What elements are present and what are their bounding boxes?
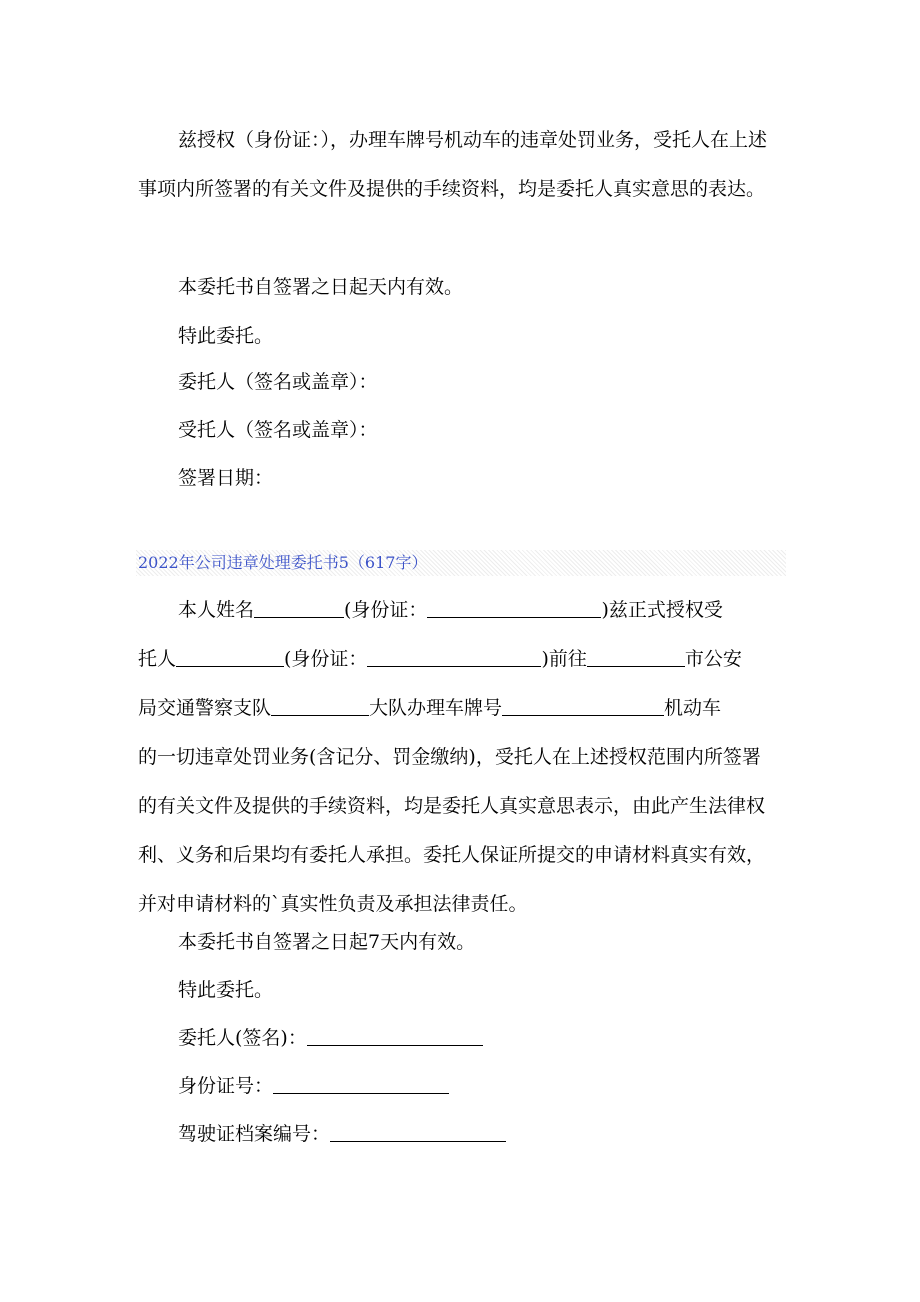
section-heading: 2022年公司违章处理委托书5（617字） <box>136 550 786 576</box>
id-number-line <box>178 1062 449 1111</box>
principal-signature-line: 委托人（签名或盖章）： <box>178 371 378 393</box>
name-label: 本人姓名 <box>178 599 255 621</box>
validity-line-2: 本委托书自签署之日起7天内有效。 <box>178 931 476 953</box>
traffic-police-text: 局交通警察支队 <box>138 697 272 719</box>
license-label: 驾驶证档案编号： <box>178 1123 331 1145</box>
agent-label: 托人 <box>138 648 177 670</box>
vehicle-text: 机动车 <box>664 697 722 719</box>
id-number-blank <box>273 1074 449 1094</box>
name-blank <box>254 598 344 618</box>
closing-line: 特此委托。 <box>178 325 274 347</box>
id-label-2: (身份证： <box>284 648 368 670</box>
id-label-1: (身份证： <box>344 599 428 621</box>
signer-label: 委托人(签名)： <box>178 1027 307 1049</box>
authorization-paragraph: 兹授权（身份证：），办理车牌号机动车的违章处罚业务，受托人在上述事项内所签署的有关文件及提供的手续资料，均是委托人真实意思的表达。 <box>138 129 768 200</box>
sign-date-line: 签署日期： <box>178 467 274 489</box>
id-blank-2 <box>367 647 541 667</box>
form-line-3 <box>138 684 721 733</box>
license-line <box>178 1110 506 1159</box>
scope-paragraph: 的一切违章处罚业务(含记分、罚金缴纳)，受托人在上述授权范围内所签署的有关文件及提供的手续资料，均是委托人真实意思表示，由此产生法律权利、义务和后果均有委托人承担。委托人保证所提交的申请材料真实有效，并对申请材料的`真实性负责及承担法律责任。 <box>138 746 766 915</box>
id-number-label: 身份证号： <box>178 1075 274 1097</box>
plate-text: 大队办理车牌号 <box>369 697 503 719</box>
goto-text: )前往 <box>541 648 587 670</box>
id-blank-1 <box>427 598 601 618</box>
brigade-blank <box>271 696 369 716</box>
authorize-text: )兹正式授权受 <box>601 599 723 621</box>
agent-signature-line: 受托人（签名或盖章）： <box>178 419 378 441</box>
license-blank <box>330 1122 506 1142</box>
form-line-2 <box>138 635 742 684</box>
plate-blank <box>502 696 664 716</box>
city-police-text: 市公安 <box>684 648 742 670</box>
signer-line <box>178 1014 483 1063</box>
validity-line: 本委托书自签署之日起天内有效。 <box>178 276 464 298</box>
city-blank <box>587 647 685 667</box>
closing-line-2: 特此委托。 <box>178 979 274 1001</box>
form-line-1 <box>178 586 723 635</box>
agent-blank <box>176 647 284 667</box>
signer-blank <box>307 1026 483 1046</box>
